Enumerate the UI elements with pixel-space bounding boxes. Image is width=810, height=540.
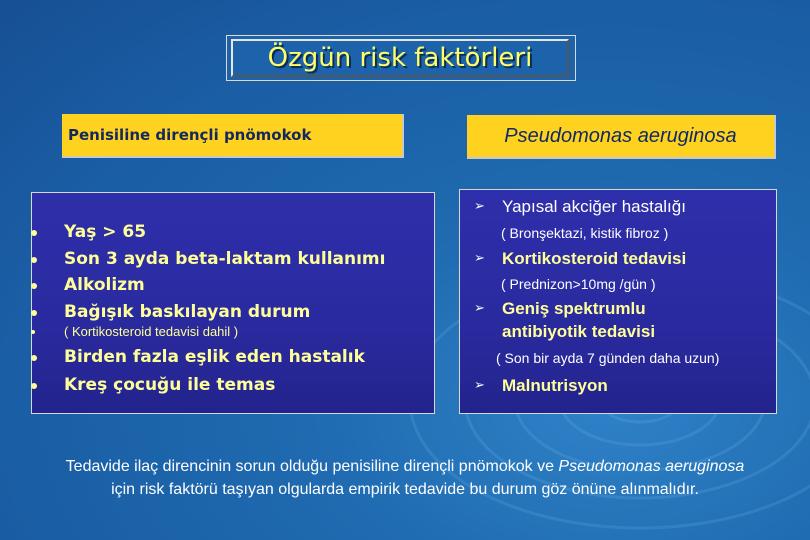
left-header-box bbox=[62, 114, 404, 158]
bullet-dot-icon bbox=[31, 257, 37, 263]
list-item-subtext: ( Son bir ayda 7 günden daha uzun) bbox=[496, 350, 720, 366]
bullet-dot-icon bbox=[31, 383, 37, 389]
list-item-text: Son 3 ayda beta-laktam kullanımı bbox=[64, 249, 386, 269]
arrow-bullet-icon: ➢ bbox=[474, 378, 485, 393]
title-box bbox=[226, 35, 576, 81]
arrow-bullet-icon: ➢ bbox=[474, 301, 485, 316]
bullet-dot-icon bbox=[31, 355, 37, 361]
list-item-text: antibiyotik tedavisi bbox=[502, 322, 656, 341]
list-item-subtext: ( Prednizon>10mg /gün ) bbox=[501, 276, 656, 292]
arrow-bullet-icon: ➢ bbox=[474, 199, 485, 214]
page-title: Özgün risk faktörleri bbox=[267, 43, 533, 73]
list-item-text: Birden fazla eşlik eden hastalık bbox=[64, 347, 365, 367]
bullet-dot-icon bbox=[31, 330, 35, 334]
bullet-dot-icon bbox=[31, 230, 37, 236]
arrow-bullet-icon: ➢ bbox=[474, 251, 485, 266]
right-header-box bbox=[467, 115, 776, 159]
bullet-dot-icon bbox=[31, 283, 37, 289]
footer-italic-text: Pseudomonas aeruginosa bbox=[558, 458, 745, 475]
footer-note bbox=[20, 455, 790, 501]
list-item-subtext: ( Bronşektazi, kistik fibroz ) bbox=[501, 225, 669, 241]
title-frame bbox=[231, 39, 569, 77]
list-item-text: Yapısal akciğer hastalığı bbox=[502, 197, 686, 216]
bullet-dot-icon bbox=[31, 310, 37, 316]
right-header-label: Pseudomonas aeruginosa bbox=[504, 125, 737, 147]
list-item-text: Yaş > 65 bbox=[64, 222, 147, 242]
footer-text: Tedavide ilaç direncinin sorun olduğu penisiline dirençli pnömokok ve bbox=[65, 458, 559, 475]
list-item-text: Alkolizm bbox=[64, 275, 145, 295]
list-item-text: Geniş spektrumlu bbox=[502, 299, 646, 318]
left-header-label: Penisiline dirençli pnömokok bbox=[68, 126, 312, 144]
footer-text-line2: için risk faktörü taşıyan olgularda empirik tedavide bu durum göz önüne alınmalıdır. bbox=[111, 481, 699, 498]
list-item-text: ( Kortikosteroid tedavisi dahil ) bbox=[64, 324, 239, 339]
list-item-text: Bağışık baskılayan durum bbox=[64, 302, 311, 322]
list-item-text: Kortikosteroid tedavisi bbox=[502, 249, 687, 268]
list-item-text: Malnutrisyon bbox=[502, 376, 608, 395]
list-item-text: Kreş çocuğu ile temas bbox=[64, 375, 276, 395]
